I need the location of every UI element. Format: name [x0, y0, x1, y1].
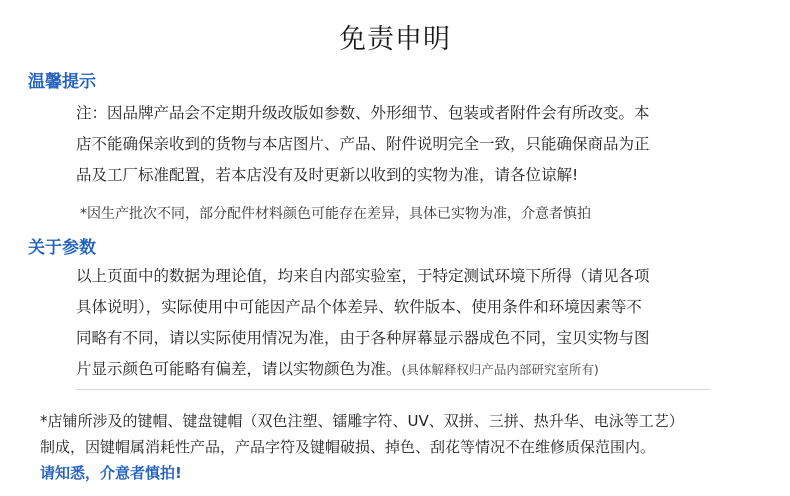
warm-tips-line-2: 店不能确保亲收到的货物与本店图片、产品、附件说明完全一致，只能确保商品为正: [76, 135, 650, 153]
notice-emphasis: 请知悉，介意者慎拍!: [40, 464, 182, 482]
warm-tips-line-3: 品及工厂标准配置，若本店没有及时更新以收到的实物为准，请各位谅解!: [76, 166, 579, 184]
params-paragraph: [76, 261, 650, 385]
keycap-line-1: *店铺所涉及的键帽、键盘键帽（双色注塑、镭雕字符、UV、双拼、三拼、热升华、电泳等工艺）: [40, 412, 684, 430]
page-title: 免责申明: [339, 24, 451, 55]
interpretation-note: (具体解释权归产品内部研究室所有): [401, 362, 599, 377]
batch-color-note: *因生产批次不同，部分配件材料颜色可能存在差异，具体已实物为准，介意者慎拍: [80, 206, 591, 222]
params-line-2: 具体说明），实际使用中可能因产品个体差异、软件版本、使用条件和环境因素等不: [76, 298, 642, 316]
warm-tips-line-1: 注：因品牌产品会不定期升级改版如参数、外形细节、包装或者附件会有所改变。本: [76, 104, 650, 122]
params-heading: 关于参数: [28, 238, 96, 258]
keycap-line-2: 制成，因键帽属消耗性产品，产品字符及键帽破损、掉色、刮花等情况不在维修质保范围内。: [40, 438, 656, 456]
warm-tips-paragraph: [76, 98, 650, 191]
params-line-3: 同略有不同，请以实际使用情况为准，由于各种屏幕显示器成色不同，宝贝实物与图: [76, 329, 650, 347]
keycap-disclaimer: [40, 408, 684, 486]
warm-tips-heading: 温馨提示: [28, 72, 96, 92]
params-line-4-text: 片显示颜色可能略有偏差，请以实物颜色为准。: [76, 360, 402, 378]
params-line-1: 以上页面中的数据为理论值，均来自内部实验室，于特定测试环境下所得（请见各项: [76, 267, 650, 285]
params-line-4: [76, 354, 650, 385]
section-divider: [76, 389, 710, 390]
